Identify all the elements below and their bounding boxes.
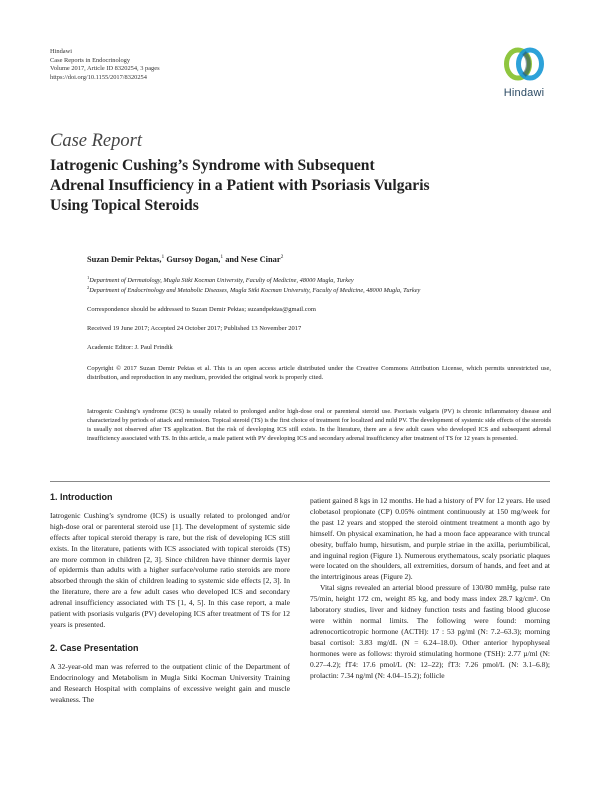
author-sup: 1 bbox=[161, 254, 165, 260]
abstract: Iatrogenic Cushing’s syndrome (ICS) is usually related to prolonged and/or high-dose oral or parenteral steroid use. Psoriasis vulgaris (PV) is chronic inflammatory disease and characterized by periods of attack and remission. Topical steroid (TS) is the first choice of treatment for localized and mild PV. The development of systemic side effects of the steroids is usually not observed after TS application. But the risk of developing ICS still exists. In the literature, there are a few adult cases who developed ICS and subsequent adrenal insufficiency associated with TS. In this article, a male patient with PV developing ICS and secondary adrenal insufficiency after treatment of TS for 12 years is presented. bbox=[87, 408, 551, 443]
journal-name: Case Reports in Endocrinology bbox=[50, 56, 131, 64]
volume-line: Volume 2017, Article ID 8320254, 3 pages bbox=[50, 65, 160, 73]
academic-editor: Academic Editor: J. Paul Frindik bbox=[87, 344, 173, 351]
section-heading-case-presentation: 2. Case Presentation bbox=[50, 642, 139, 653]
affiliation-sup: 2 bbox=[87, 285, 90, 290]
hindawi-logo bbox=[497, 44, 551, 99]
article-dates: Received 19 June 2017; Accepted 24 October 2017; Published 13 November 2017 bbox=[87, 325, 302, 332]
publisher-name: Hindawi bbox=[50, 48, 73, 55]
affiliation-text: Department of Dermatology, Mugla Sitki Kocman University, Faculty of Medicine, 48000 Mugla, Turkey bbox=[89, 277, 354, 285]
author-name: Gursoy Dogan, bbox=[166, 254, 221, 264]
affiliation-text: Department of Endocrinology and Metabolic Diseases, Mugla Sitki Kocman University, Faculty of Medicine, 48000 Mugla, Turkey bbox=[89, 287, 421, 295]
doi-link[interactable]: https://doi.org/10.1155/2017/8320254 bbox=[50, 73, 147, 81]
introduction-text: Iatrogenic Cushing’s syndrome (ICS) is usually related to prolonged and/or high-dose oral or parenteral steroid use [1]. The development of systemic side effects after topical steroid therapy is rare, but the risk of developing ICS still exists. In the literature, patients with ICS associated with topical steroids (TS) are more common in children [2, 3]. Since children have thinner dermis layer of epidermis than adults with a higher surface/volume ratio steroids are more absorbed through the skin of children leading to systemic side effects [2, 3]. In the literature, there are a few adult cases who developed ICS and secondary adrenal insufficiency associated with TS [1, 4, 5]. In this case report, a male patient with psoriasis vulgaris (PV) developing ICS after treatment of TS for 12 years is presented. bbox=[50, 510, 290, 629]
correspondence: Correspondence should be addressed to Suzan Demir Pektas; suzandpektas@gmail.com bbox=[87, 306, 316, 313]
section-divider bbox=[50, 481, 550, 482]
right-column bbox=[310, 496, 550, 681]
case-text-paragraph: Vital signs revealed an arterial blood pressure of 130/80 mmHg, pulse rate 75/min, height 172 cm, weight 85 kg, and body mass index 28.7 kg/cm². On laboratory studies, liver and kidney function tests and fasting blood glucose were within normal limits. The following were found: morning adrenocorticotropic hormone (ACTH): 17 : 53 pg/ml (N: 7.2–63.3); morning basal cortisol: 3.83 mg/dL (N = 6.24–18.0). Other anterior hypophyseal hormones were as follows: thyroid stimulating hormone (TSH): 2.77 µ/ml (N: 0.27–4.2); fT4: 17.6 pmol/L (N: 12–22); fT3: 7.26 pmol/L (N: 3.1–6.8); prolactin: 7.34 ng/ml (N: 4.04–15.2); follicle bbox=[310, 583, 550, 680]
affiliation-2 bbox=[87, 283, 420, 295]
author-sup: 2 bbox=[280, 254, 284, 260]
article-title bbox=[50, 156, 550, 216]
copyright-notice: Copyright © 2017 Suzan Demir Pektas et al. This is an open access article distributed under the Creative Commons Attribution License, which permits unrestricted use, distribution, and reproduction in any medium, provided the original work is properly cited. bbox=[87, 365, 551, 382]
section-heading-introduction: 1. Introduction bbox=[50, 492, 113, 502]
author-sup: 1 bbox=[220, 254, 224, 260]
author-list bbox=[87, 254, 283, 264]
hindawi-logo-icon bbox=[501, 44, 547, 84]
affiliation-sup: 1 bbox=[87, 275, 90, 280]
journal-meta bbox=[50, 48, 160, 82]
author-name: Suzan Demir Pektas, bbox=[87, 254, 162, 264]
case-presentation-text: A 32-year-old man was referred to the outpatient clinic of the Department of Endocrinology and Metabolism in Mugla Sitki Kocman University Training and Research Hospital with complains of excessive weight gain and muscle weakness. The bbox=[50, 661, 290, 704]
title-line: Iatrogenic Cushing’s Syndrome with Subsequent bbox=[50, 157, 375, 174]
title-line: Adrenal Insufficiency in a Patient with Psoriasis Vulgaris bbox=[50, 177, 430, 194]
article-type: Case Report bbox=[50, 131, 142, 151]
title-line: Using Topical Steroids bbox=[50, 197, 199, 214]
logo-wordmark: Hindawi bbox=[503, 87, 545, 99]
author-name: and Nese Cinar bbox=[225, 254, 281, 264]
left-column bbox=[50, 492, 290, 705]
case-text-paragraph: patient gained 8 kgs in 12 months. He had a history of PV for 12 years. He used clobetasol propionate (CP) 0.05% ointment continuously at 150 mg/week for the past 12 years and stopped the steroid ointment treatment a month ago by himself. On physical examination, he had a moon face appearance with truncal obesity, buffalo hump, hirsutism, and purple striae in the axilla, periumbilical, and inguinal region (Figure 1). Numerous erythematous, scaly psoriatic plaques were located on the shoulders, all extremities, dorsum of hands, and feet and at the intertriginous areas (Figure 2). bbox=[310, 496, 550, 582]
